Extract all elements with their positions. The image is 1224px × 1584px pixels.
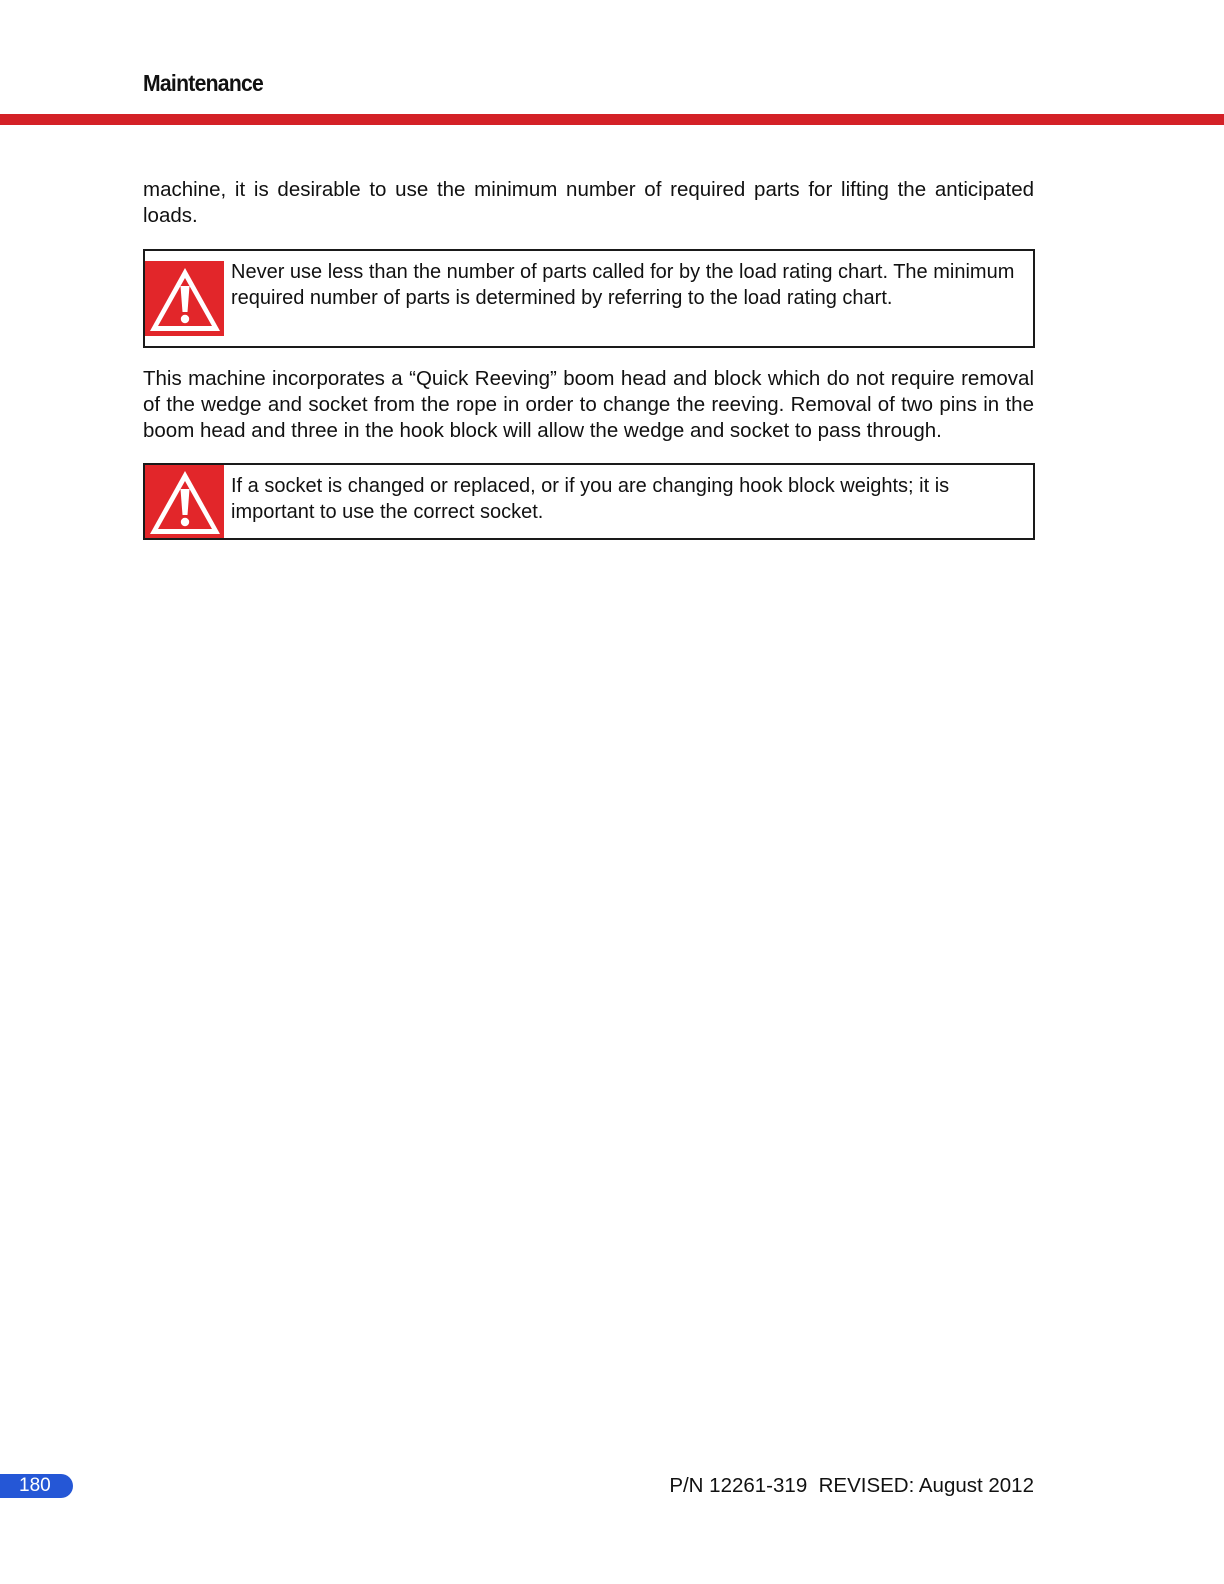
warning-text-2: If a socket is changed or replaced, or if you are changing hook block weights; it is important to use the correct socket. [231,475,950,523]
warning-icon-background [145,465,224,538]
warning-text-1: Never use less than the number of parts called for by the load rating chart. The minimum required number of parts is determined by referring to the load rating chart. [231,261,1015,309]
warning-box-1 [143,249,1035,348]
warning-triangle-icon [147,467,223,537]
page-number: 180 [0,1474,73,1498]
header-rule [0,114,1224,125]
warning-box-2 [143,463,1035,540]
page-content [143,177,1034,558]
document-reference: P/N 12261-319 REVISED: August 2012 [669,1474,1034,1497]
warning-triangle-icon [147,264,223,334]
body-paragraph-2: This machine incorporates a “Quick Reeving” boom head and block which do not require removal of the wedge and socket from the rope in order to change the reeving. Removal of two pins in the boom head and three in the hook block will allow the wedge and socket to pass through. [143,367,1034,442]
warning-icon-background [145,261,224,336]
body-paragraph-1: machine, it is desirable to use the minimum number of required parts for lifting the anticipated loads. [143,178,1034,227]
section-title: Maintenance [143,70,264,96]
